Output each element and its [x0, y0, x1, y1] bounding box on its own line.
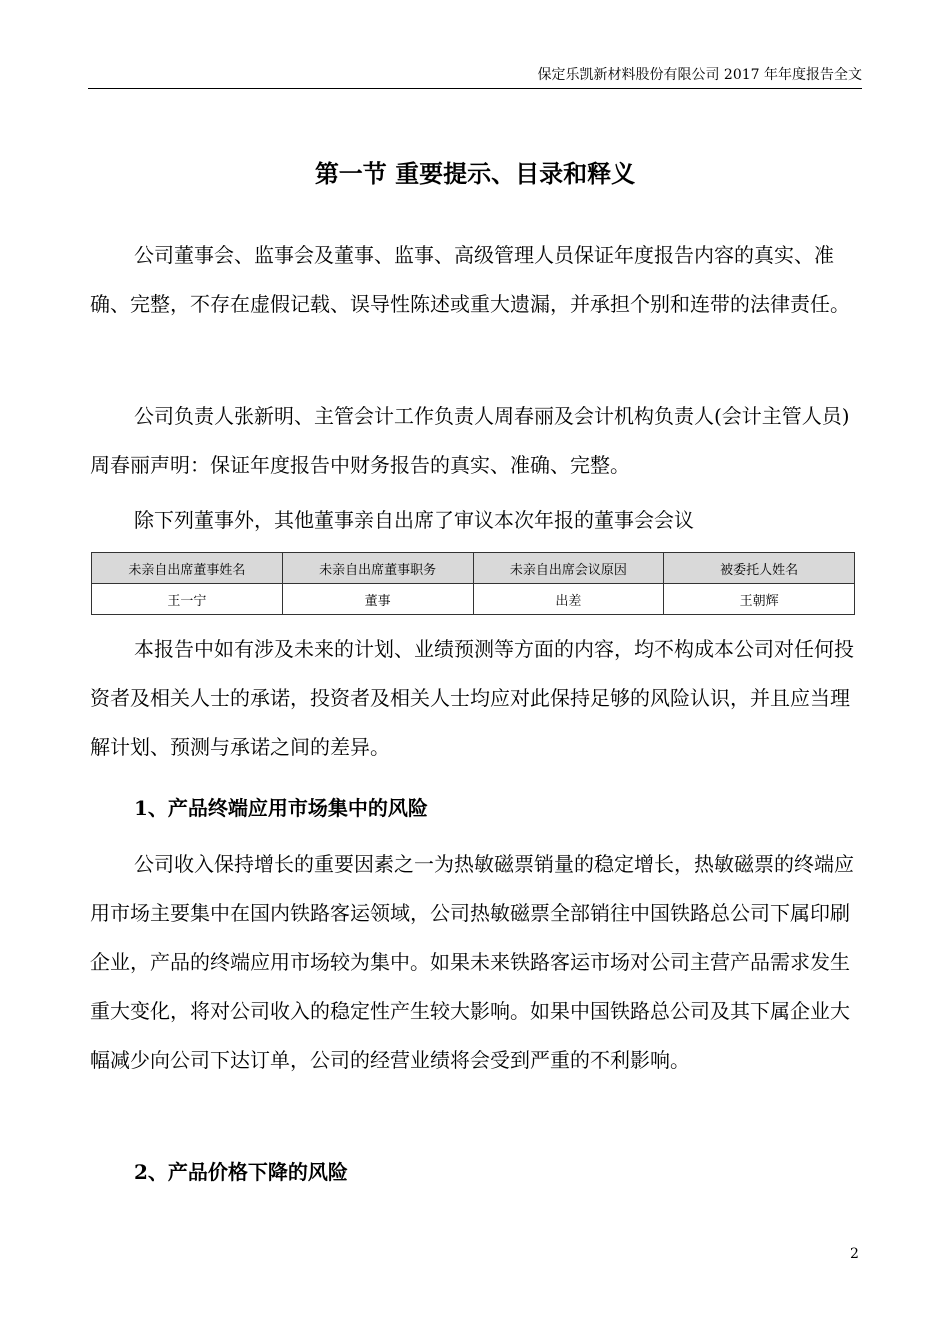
absent-directors-table: [91, 552, 855, 615]
page-number: 2: [850, 1246, 859, 1262]
table-header-cell: 未亲自出席董事姓名: [92, 553, 283, 584]
table-header-cell: 未亲自出席董事职务: [282, 553, 473, 584]
table-row: [92, 584, 855, 615]
header-divider: [88, 88, 862, 89]
table-header-cell: 被委托人姓名: [664, 553, 855, 584]
section-title: 第一节 重要提示、目录和释义: [314, 159, 636, 188]
table-cell: 出差: [473, 584, 664, 615]
table-cell: 王一宁: [92, 584, 283, 615]
table-header-row: [92, 553, 855, 584]
paragraph-market-concentration-risk: 公司收入保持增长的重要因素之一为热敏磁票销量的稳定增长，热敏磁票的终端应用市场主要集中在国内铁路客运领域，公司热敏磁票全部销往中国铁路总公司下属印刷企业，产品的终端应用市场较为集中。如果未来铁路客运市场对公司主营产品需求发生重大变化，将对公司收入的稳定性产生较大影响。如果中国铁路总公司及其下属企业大幅减少向公司下达订单，公司的经营业绩将会受到严重的不利影响。: [90, 852, 854, 1072]
table-cell: 王朝辉: [664, 584, 855, 615]
risk-heading-2: 2、产品价格下降的风险: [134, 1160, 348, 1184]
paragraph-declaration: 公司负责人张新明、主管会计工作负责人周春丽及会计机构负责人(会计主管人员)周春丽声明：保证年度报告中财务报告的真实、准确、完整。: [90, 404, 850, 477]
document-header-title: 保定乐凯新材料股份有限公司 2017 年年度报告全文: [537, 67, 862, 83]
paragraph-absent-directors-intro: 除下列董事外，其他董事亲自出席了审议本次年报的董事会会议: [134, 508, 694, 532]
table-cell: 董事: [282, 584, 473, 615]
risk-heading-1: 1、产品终端应用市场集中的风险: [134, 796, 428, 820]
paragraph-forward-looking: 本报告中如有涉及未来的计划、业绩预测等方面的内容，均不构成本公司对任何投资者及相关人士的承诺，投资者及相关人士均应对此保持足够的风险认识，并且应当理解计划、预测与承诺之间的差异。: [90, 637, 854, 759]
table-header-cell: 未亲自出席会议原因: [473, 553, 664, 584]
paragraph-responsibility: 公司董事会、监事会及董事、监事、高级管理人员保证年度报告内容的真实、准确、完整，不存在虚假记载、误导性陈述或重大遗漏，并承担个别和连带的法律责任。: [90, 243, 850, 316]
